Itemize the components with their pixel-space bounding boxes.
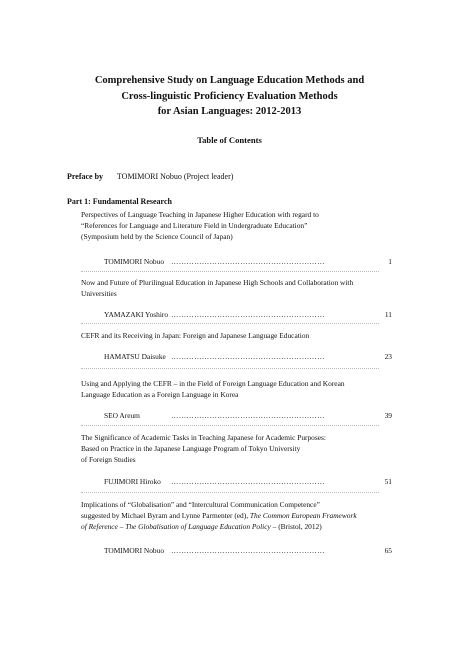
- entry-page-number[interactable]: 39: [384, 411, 392, 420]
- toc-entry-title[interactable]: [81, 500, 401, 532]
- dot-leader: ……………………………………………………: [171, 546, 325, 555]
- entry-title-line: “References for Language and Literature Field in Undergraduate Education”: [81, 220, 308, 230]
- entry-author: FUJIMORI Hiroko: [104, 477, 161, 486]
- part-heading: Part 1: Fundamental Research: [67, 197, 172, 206]
- dot-leader: ……………………………………………………: [171, 257, 325, 266]
- toc-entry-title[interactable]: [81, 379, 401, 401]
- entry-title-line: Using and Applying the CEFR – in the Field of Foreign Language Education and Korean: [81, 379, 345, 388]
- title-line-2: Cross-linguistic Proficiency Evaluation Methods: [121, 90, 338, 102]
- entry-divider: [81, 271, 379, 272]
- entry-author: TOMIMORI Nobuo: [104, 546, 165, 555]
- entry-title-line: (Symposium held by the Science Council of Japan): [81, 231, 233, 241]
- entry-page-number[interactable]: 23: [384, 352, 392, 361]
- entry-title-line: Implications of “Globalisation” and “Intercultural Communication Competence”: [81, 500, 320, 509]
- entry-author: YAMAZAKI Yoshiro: [104, 310, 169, 319]
- toc-entry-title[interactable]: [81, 210, 401, 242]
- preface-author: TOMIMORI Nobuo (Project leader): [116, 172, 234, 181]
- preface-line: [67, 172, 233, 181]
- entry-title-line: The Significance of Academic Tasks in Teaching Japanese for Academic Purposes:: [81, 433, 326, 442]
- book-title-italic: of Reference – The Globalisation of Language Education Policy: [81, 521, 271, 531]
- toc-entry-title[interactable]: [81, 278, 401, 300]
- toc-heading: Table of Contents: [197, 135, 262, 145]
- entry-title-line: of Foreign Studies: [81, 454, 136, 464]
- entry-page-number[interactable]: 65: [384, 546, 392, 555]
- toc-entry-author-line: [104, 257, 372, 266]
- entry-divider: [81, 425, 379, 426]
- toc-entry-author-line: [104, 546, 372, 555]
- entry-divider: [81, 323, 379, 324]
- entry-author: HAMATSU Daisuke: [104, 352, 166, 361]
- toc-entry-author-line: [104, 411, 372, 420]
- toc-entry-title[interactable]: [81, 331, 401, 342]
- entry-title-line: Language Education as a Foreign Language in Korea: [81, 389, 239, 399]
- book-title-italic: The Common European Framework: [249, 510, 357, 520]
- entry-author: TOMIMORI Nobuo: [104, 257, 165, 266]
- toc-entry-author-line: [104, 310, 372, 319]
- entry-title-line: [81, 511, 401, 522]
- dot-leader: ……………………………………………………: [171, 477, 325, 486]
- entry-title-line: Now and Future of Plurilingual Education in Japanese High Schools and Collaboration with: [81, 278, 354, 287]
- entry-page-number[interactable]: 1: [388, 257, 392, 266]
- entry-title-line: Universities: [81, 288, 117, 298]
- entry-divider: [81, 368, 379, 369]
- dot-leader: ……………………………………………………: [171, 352, 325, 361]
- preface-label: Preface by: [67, 172, 104, 181]
- toc-entry-title[interactable]: [81, 433, 401, 465]
- dot-leader: ……………………………………………………: [171, 310, 325, 319]
- entry-title-line: Based on Practice in the Japanese Language Program of Tokyo University: [81, 443, 301, 453]
- toc-entry-author-line: [104, 352, 372, 361]
- document-title: [0, 73, 459, 120]
- entry-title-line: [81, 522, 401, 533]
- entry-divider: [81, 492, 379, 493]
- title-line-3: for Asian Languages: 2012-2013: [157, 106, 302, 117]
- dot-leader: ……………………………………………………: [171, 411, 325, 420]
- entry-title-text: suggested by Michael Byram and Lynne Parmenter (ed),: [81, 510, 250, 520]
- entry-title-line: Perspectives of Language Teaching in Japanese Higher Education with regard to: [81, 210, 319, 219]
- toc-entry-author-line: [104, 477, 372, 486]
- entry-title-text: – (Bristol, 2012): [270, 521, 322, 531]
- entry-title-line: CEFR and its Receiving in Japan: Foreign and Japanese Language Education: [81, 331, 310, 340]
- title-line-1: Comprehensive Study on Language Education Methods and: [94, 75, 365, 86]
- entry-author: SEO Areum: [104, 411, 140, 420]
- entry-page-number[interactable]: 51: [384, 477, 392, 486]
- entry-page-number[interactable]: 11: [384, 310, 392, 319]
